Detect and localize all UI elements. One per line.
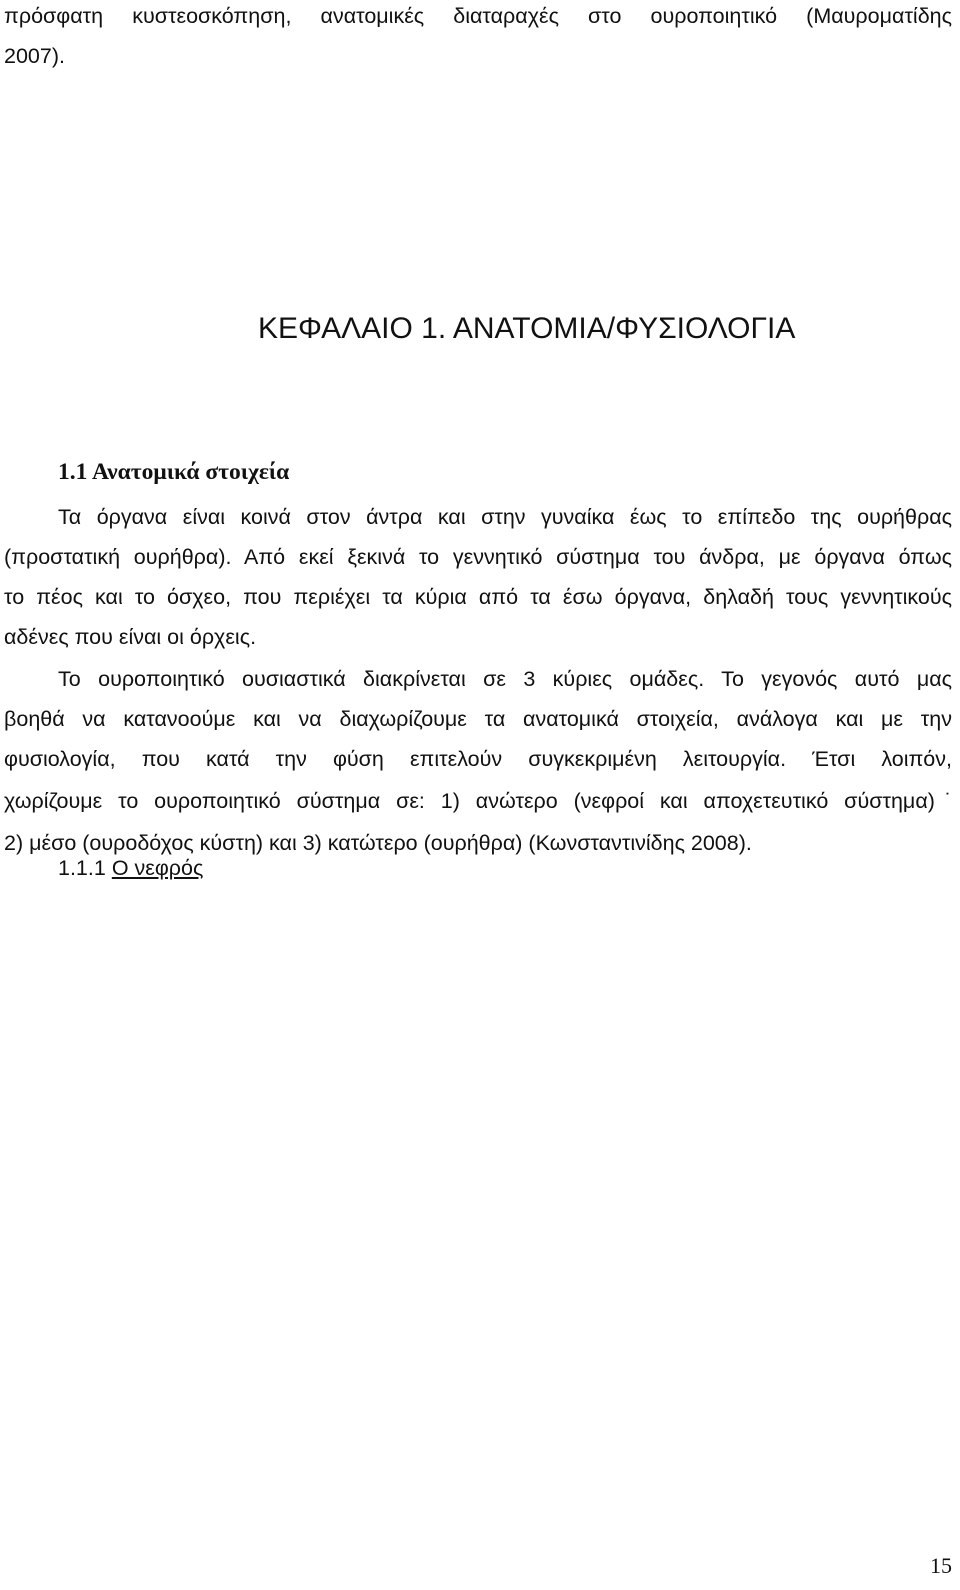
paragraph-2-line-1: Το ουροποιητικό ουσιαστικά διακρίνεται σε 3 κύριες ομάδες. Το γεγονός αυτό μας [58,667,952,691]
paragraph-2-line-3: φυσιολογία, που κατά την φύση επιτελούν συγκεκριμένη λειτουργία. Έτσι λοιπόν, [4,747,952,771]
paragraph-1-line-2: (προστατική ουρήθρα). Από εκεί ξεκινά το γεννητικό σύστημα του άνδρα, με όργανα όπως [4,545,952,569]
continuation-line-1: πρόσφατη κυστεοσκόπηση, ανατομικές διαταραχές στο ουροποιητικό (Μαυροματίδης [4,4,952,28]
paragraph-1-line-1: Τα όργανα είναι κοινά στον άντρα και στην γυναίκα έως το επίπεδο της ουρήθρας [58,505,952,529]
paragraph-2-line-5: 2) μέσο (ουροδόχος κύστη) και 3) κατώτερο (ουρήθρα) (Κωνσταντινίδης 2008). [4,831,752,855]
subsection-heading [58,853,203,883]
section-heading: 1.1 Ανατομικά στοιχεία [58,459,290,485]
paragraph-1-line-4: αδένες που είναι οι όρχεις. [4,625,257,649]
subsection-title: Ο νεφρός [111,856,204,880]
paragraph-2-line-2: βοηθά να κατανοούμε και να διαχωρίζουμε τα ανατομικά στοιχεία, ανάλογα και με την [4,707,952,731]
paragraph-2-line-4: χωρίζουμε το ουροποιητικό σύστημα σε: 1) ανώτερο (νεφροί και αποχετευτικό σύστημα)˙ [4,789,952,813]
page-number: 15 [930,1553,952,1578]
chapter-heading: ΚΕΦΑΛΑΙΟ 1. ΑΝΑΤΟΜΙΑ/ΦΥΣΙΟΛΟΓΙΑ [258,312,796,345]
paragraph-1-line-3: το πέος και το όσχεο, που περιέχει τα κύρια από τα έσω όργανα, δηλαδή τους γεννητικούς [4,585,952,609]
subsection-number: 1.1.1 [58,856,106,880]
continuation-line-2: 2007). [4,44,65,68]
